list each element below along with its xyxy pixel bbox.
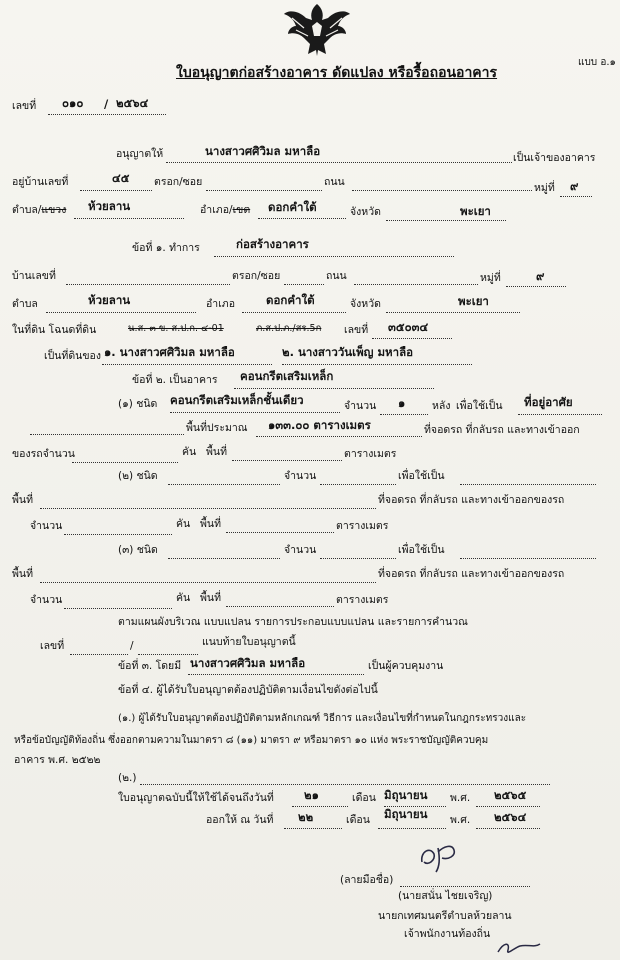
b2-use-label: เพื่อใช้เป็น xyxy=(398,470,445,482)
item1-label: ข้อที่ ๑. ทำการ xyxy=(132,242,200,254)
plan-line: ตามแผนผังบริเวณ แบบแปลน รายการประกอบแบบแปลน และรายการคำนวณ xyxy=(118,616,468,628)
province-label: จังหวัด xyxy=(350,206,381,218)
amphoe-line xyxy=(258,218,346,219)
landowner1-line xyxy=(102,364,272,365)
plan-suffix: แนบท้ายใบอนุญาตนี้ xyxy=(202,636,296,648)
item4-label: ข้อที่ ๔. ผู้ได้รับใบอนุญาตต้องปฏิบัติตามเงื่อนไขดังต่อไปนี้ xyxy=(118,684,378,696)
valid-day-line xyxy=(292,806,348,807)
house-no-line xyxy=(80,190,152,191)
signer-position: นายกเทศมนตรีตำบลห้วยลาน xyxy=(378,910,512,922)
land-doc-type-2: ภ.ส.ป.ภ./สร.5ก xyxy=(256,323,322,334)
condition1-line3: อาคาร พ.ศ. ๒๕๒๒ xyxy=(14,754,101,766)
land-label: ในที่ดิน โฉนดที่ดิน xyxy=(12,324,97,336)
landowner-2: ๒. นางสาววันเพ็ญ มหาลือ xyxy=(282,345,414,359)
site-amphoe-line xyxy=(242,312,346,313)
handwritten-signature xyxy=(414,840,470,874)
site-road-line xyxy=(354,284,478,285)
item3-line xyxy=(188,674,364,675)
b2-count-label: จำนวน xyxy=(284,470,317,482)
landowner-1: ๑. นางสาวศศิวิมล มหาลือ xyxy=(104,345,235,359)
tambon-value: ห้วยลาน xyxy=(88,199,131,213)
valid-year-label: พ.ศ. xyxy=(450,792,471,804)
condition1-line1: (๑.) ผู้ได้รับใบอนุญาตต้องปฏิบัติตามหลักเกณฑ์ วิธีการ และเงื่อนไขที่กำหนดในกฎกระทรวงและ xyxy=(118,713,527,724)
document-title: ใบอนุญาตก่อสร้างอาคาร ดัดแปลง หรือรื้อถอนอาคาร xyxy=(176,65,498,81)
b1-type: คอนกรีตเสริมเหล็กชั้นเดียว xyxy=(170,393,304,407)
alley-line xyxy=(206,190,322,191)
b2-type-line xyxy=(168,484,280,485)
valid-year: ๒๕๖๕ xyxy=(494,788,527,802)
b2-area-line xyxy=(40,508,376,509)
plan-no-separator: / xyxy=(130,640,134,652)
valid-day: ๒๑ xyxy=(304,788,319,802)
plan-no-line-2 xyxy=(138,654,198,655)
condition2-line xyxy=(140,784,550,785)
item1-value: ก่อสร้างอาคาร xyxy=(236,237,309,251)
b3-use-label: เพื่อใช้เป็น xyxy=(398,544,445,556)
site-amphoe-value: ดอกคำใต้ xyxy=(266,293,315,307)
site-tambon-line xyxy=(46,312,196,313)
condition2-label: (๒.) xyxy=(118,772,137,784)
issued-year-line xyxy=(476,828,540,829)
grantee-line xyxy=(166,162,512,163)
b1-count-line xyxy=(380,414,428,415)
site-alley-line xyxy=(284,284,324,285)
item1-line xyxy=(214,256,454,257)
grant-to-label: อนุญาตให้ xyxy=(116,148,164,160)
b3-type-line xyxy=(168,558,280,559)
signer-name: (นายสนั่น ไชยเจริญ) xyxy=(398,890,493,902)
b3-area2-unit: ตารางเมตร xyxy=(336,594,389,606)
province-value: พะเยา xyxy=(460,204,491,218)
b3-car-label: จำนวน xyxy=(30,594,63,606)
car-count-line xyxy=(72,462,178,463)
site-tambon-label: ตำบล xyxy=(12,298,38,310)
b2-area2-line xyxy=(226,532,334,533)
issued-day-line xyxy=(284,828,342,829)
item3-label: ข้อที่ ๓. โดยมี xyxy=(118,660,182,672)
site-province-label: จังหวัด xyxy=(350,298,381,310)
issued-day: ๒๒ xyxy=(298,810,314,824)
issued-year-label: พ.ศ. xyxy=(450,814,471,826)
issued-label: ออกให้ ณ วันที่ xyxy=(206,814,274,826)
plan-no-line-1 xyxy=(70,654,128,655)
b3-car-unit: คัน xyxy=(176,592,191,604)
item2-line xyxy=(234,388,434,389)
grantee-name: นางสาวศศิวิมล มหาลือ xyxy=(205,144,321,158)
road-line xyxy=(352,190,532,191)
tambon-label: ตำบล/แขวง xyxy=(12,204,67,216)
site-moo-line xyxy=(506,286,566,287)
b2-prefix: (๒) ชนิด xyxy=(118,470,158,482)
b1-type-line xyxy=(170,412,340,413)
b3-area2-line xyxy=(226,606,334,607)
b3-prefix: (๓) ชนิด xyxy=(118,544,158,556)
item2-label: ข้อที่ ๒. เป็นอาคาร xyxy=(132,374,218,386)
house-no-value: ๔๕ xyxy=(112,171,130,185)
land-no-value: ๓๕๐๓๔ xyxy=(388,320,429,334)
car-unit: คัน xyxy=(182,446,197,458)
b2-parking: ที่จอดรถ ที่กลับรถ และทางเข้าออกของรถ xyxy=(378,494,565,506)
signer-role: เจ้าพนักงานท้องถิ่น xyxy=(404,928,491,940)
b1-use-line xyxy=(518,414,602,415)
permit-no-separator: / xyxy=(104,97,109,111)
parking-text: ที่จอดรถ ที่กลับรถ และทางเข้าออก xyxy=(424,424,580,436)
condition1-line2: หรือข้อบัญญัติท้องถิ่น ซึ่งออกตามความในมาตรา ๘ (๑๑) มาตรา ๙ หรือมาตรา ๑๐ แห่ง พระราชบัญญัติควบคุม xyxy=(14,735,489,746)
b3-car-line xyxy=(64,608,172,609)
land-no-label: เลขที่ xyxy=(344,324,369,336)
b3-area-label: พื้นที่ xyxy=(12,568,34,580)
site-amphoe-label: อำเภอ xyxy=(206,298,236,310)
issued-month: มิถุนายน xyxy=(384,807,428,821)
house-no-label: อยู่บ้านเลขที่ xyxy=(12,176,69,188)
site-province-line xyxy=(386,312,520,313)
sign-label: (ลายมือชื่อ) xyxy=(340,874,394,886)
area2-unit: ตารางเมตร xyxy=(344,448,397,460)
area2-label: พื้นที่ xyxy=(206,446,228,458)
issued-month-label: เดือน xyxy=(346,814,370,826)
owner-suffix: เป็นเจ้าของอาคาร xyxy=(513,152,596,164)
moo-label: หมู่ที่ xyxy=(534,182,555,194)
landowner2-line xyxy=(282,364,472,365)
b2-car-line xyxy=(64,534,172,535)
site-alley-label: ตรอก/ซอย xyxy=(232,270,281,282)
b1-extra-line xyxy=(30,434,184,435)
b3-count-label: จำนวน xyxy=(284,544,317,556)
alley-label: ตรอก/ซอย xyxy=(154,176,203,188)
tambon-line xyxy=(74,218,184,219)
land-no-line xyxy=(372,338,452,339)
area-line xyxy=(256,436,422,437)
b1-use-label: เพื่อใช้เป็น xyxy=(456,400,503,412)
site-house-label: บ้านเลขที่ xyxy=(12,270,56,282)
supervisor-name: นางสาวศศิวิมล มหาลือ xyxy=(190,656,306,670)
b3-use-line xyxy=(460,558,596,559)
valid-label: ใบอนุญาตฉบับนี้ให้ใช้ได้จนถึงวันที่ xyxy=(118,792,274,804)
site-province-value: พะเยา xyxy=(458,294,489,308)
initials-scribble xyxy=(494,938,544,960)
permit-no-line xyxy=(48,114,166,115)
road-label: ถนน xyxy=(324,176,345,188)
valid-year-line xyxy=(476,806,540,807)
site-moo-label: หมู่ที่ xyxy=(480,272,501,284)
moo-line xyxy=(560,196,592,197)
b1-unit: หลัง xyxy=(432,400,451,412)
site-moo-value: ๙ xyxy=(536,269,545,283)
b3-parking: ที่จอดรถ ที่กลับรถ และทางเข้าออกของรถ xyxy=(378,568,565,580)
plan-no-label: เลขที่ xyxy=(40,640,65,652)
land-doc-type-1: น.ส. ๓ ข. ส.ป.ก. ๔-01 xyxy=(128,323,224,334)
b1-use: ที่อยู่อาศัย xyxy=(524,395,573,409)
b3-area2-label: พื้นที่ xyxy=(200,592,222,604)
b3-count-line xyxy=(320,558,396,559)
province-line xyxy=(386,220,506,221)
valid-month-label: เดือน xyxy=(352,792,376,804)
site-house-line xyxy=(66,284,230,285)
b1-count-label: จำนวน xyxy=(344,400,377,412)
form-code: แบบ อ.๑ xyxy=(578,57,616,68)
item2-value: คอนกรีตเสริมเหล็ก xyxy=(240,369,334,383)
b2-area-label: พื้นที่ xyxy=(12,494,34,506)
b1-prefix: (๑) ชนิด xyxy=(118,398,158,410)
amphoe-value: ดอกคำใต้ xyxy=(268,200,317,214)
item3-suffix: เป็นผู้ควบคุมงาน xyxy=(368,660,444,672)
moo-value: ๙ xyxy=(570,179,579,193)
b2-car-unit: คัน xyxy=(176,518,191,530)
issued-year: ๒๕๖๔ xyxy=(494,810,527,824)
b2-car-label: จำนวน xyxy=(30,520,63,532)
site-road-label: ถนน xyxy=(326,270,347,282)
permit-no-label: เลขที่ xyxy=(12,100,37,112)
b1-count: ๑ xyxy=(398,396,406,410)
car-count-label: ของรถจำนวน xyxy=(12,448,75,460)
b2-area2-unit: ตารางเมตร xyxy=(336,520,389,532)
landowner-label: เป็นที่ดินของ xyxy=(44,350,101,362)
garuda-emblem-icon xyxy=(282,0,352,58)
b2-area2-label: พื้นที่ xyxy=(200,518,222,530)
b2-use-line xyxy=(460,484,596,485)
valid-month: มิถุนายน xyxy=(384,788,428,802)
area2-line xyxy=(232,460,342,461)
amphoe-label: อำเภอ/เขต xyxy=(200,204,251,216)
permit-no-value: ๐๑๐ xyxy=(62,96,84,110)
sign-line xyxy=(400,886,530,887)
issued-month-line xyxy=(378,828,446,829)
area-value: ๑๓๓.๐๐ ตารางเมตร xyxy=(268,418,371,432)
area-label: พื้นที่ประมาณ xyxy=(186,422,248,434)
b2-count-line xyxy=(320,484,396,485)
b3-area-line xyxy=(40,582,376,583)
site-tambon-value: ห้วยลาน xyxy=(88,293,131,307)
permit-year: ๒๕๖๔ xyxy=(116,96,149,110)
